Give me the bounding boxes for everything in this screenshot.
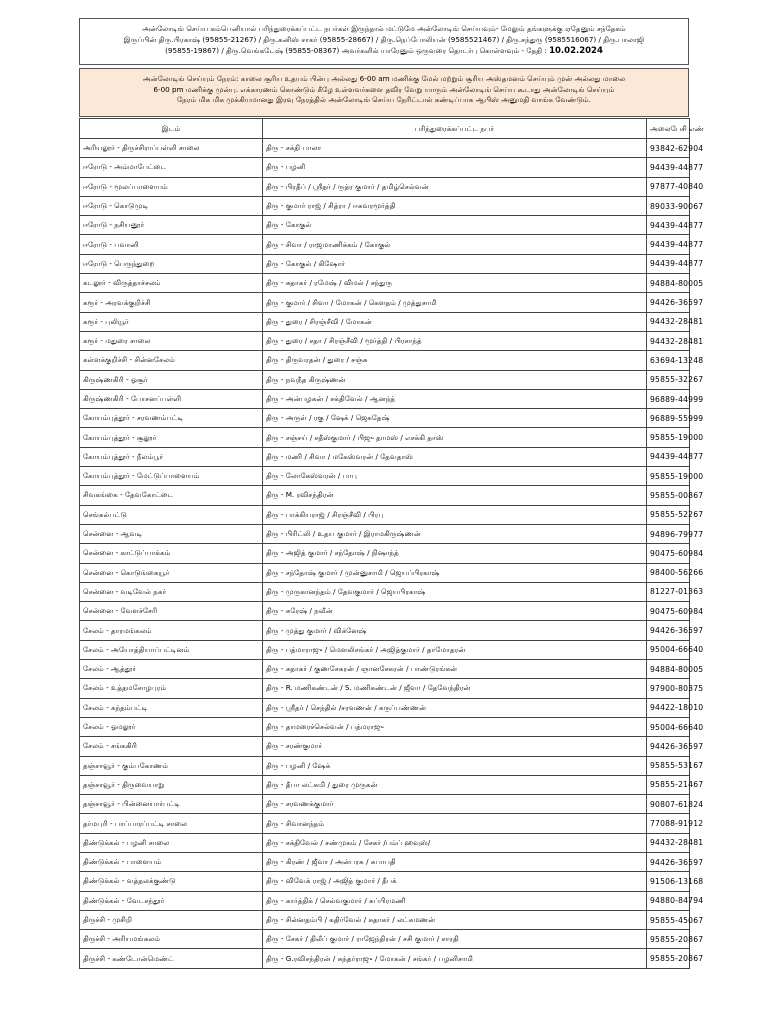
person-cell: திரு - பிரிட்லி / உதய குமார் / இராமகிருஷ்ணன் bbox=[263, 524, 647, 543]
table-row bbox=[80, 370, 690, 389]
table-row bbox=[80, 891, 690, 910]
place-cell: கரூர் - மதுரை சாலை bbox=[80, 331, 263, 350]
place-cell: சேலம் - தாரமங்கலம் bbox=[80, 621, 263, 640]
table-row bbox=[80, 852, 690, 871]
table-row bbox=[80, 274, 690, 293]
table-row bbox=[80, 717, 690, 736]
person-cell: திரு - சஞ்சய் / சதீஸ்குமார் / பிஜு தாமஸ் / எசக்கி தாஸ் bbox=[263, 428, 647, 447]
phone-cell: 94896-79977 bbox=[647, 524, 690, 543]
place-cell: ஈரோடு - அம்மாபேட்டை bbox=[80, 158, 263, 177]
place-cell: திருச்சி - முசிறி bbox=[80, 910, 263, 929]
place-cell: கிருஷ்ணகிரி - ஓசூர் bbox=[80, 370, 263, 389]
person-cell: திரு - மணி / சிவா / மகேஸ்வரன் / தேவதாஸ் bbox=[263, 447, 647, 466]
place-cell: சேலம் - அயோத்தியாப்பட்டினம் bbox=[80, 640, 263, 659]
person-cell: திரு - சிவானந்தம் bbox=[263, 814, 647, 833]
table-row bbox=[80, 389, 690, 408]
place-cell: திண்டுக்கல் - பாளையம் bbox=[80, 852, 263, 871]
place-cell: சேலம் - சங்ககிரி bbox=[80, 737, 263, 756]
person-cell: திரு - லோகேஸ்வரன் / பாபு bbox=[263, 467, 647, 486]
timing-line-3: நேரம் மிக மிக முக்கியமானது இரவு நேரத்தில் அன்லோடிங் செய்ய நேரிட்டால் கண்டிப்பாக ஆபிஸ் அனுமதி வாங்க வேண்டும். bbox=[177, 95, 591, 104]
place-cell: சேலம் - உத்தமசோழபுரம் bbox=[80, 679, 263, 698]
phone-cell: 98400-56266 bbox=[647, 563, 690, 582]
notice-line-3-text: (95855-19867) / திரு.வெங்கடேஷ் (95855-08367) அவர்களில் யாரேனும் ஒருவரை தொடர்பு கொள்ளவும் - தேதி : bbox=[165, 46, 547, 55]
table-row bbox=[80, 679, 690, 698]
place-cell: சேலம் - ஆத்தூர் bbox=[80, 660, 263, 679]
place-cell: கள்ளக்குறிச்சி - சின்னசேலம் bbox=[80, 351, 263, 370]
place-cell: தஞ்சாவூர் - பின்னையார்பட்டி bbox=[80, 795, 263, 814]
place-cell: சென்னை - காட்டுப்பாக்கம் bbox=[80, 544, 263, 563]
table-row bbox=[80, 524, 690, 543]
notice-line-2: இருப்பின் திரு.பிரகாஷ் (95855-21267) / திரு.கனிஸ் சாகர் (95855-28667) / திரு.நெப்போலியன் (9585521467) / திரு.சந்துரு (9585516067) / திரு.பாலாஜி bbox=[123, 35, 645, 44]
person-cell: திரு - சரண்குமார் bbox=[263, 737, 647, 756]
person-cell: திரு - கார்த்திக் / செல்வகுமார் / சுப்பிரமணி bbox=[263, 891, 647, 910]
place-cell: தர்மபுரி - பாப்பாரப்பட்டி சாலை bbox=[80, 814, 263, 833]
person-cell: திரு - முத்து குமார் / விக்னேஷ் bbox=[263, 621, 647, 640]
table-row bbox=[80, 814, 690, 833]
phone-cell: 89033-90067 bbox=[647, 196, 690, 215]
phone-cell: 95855-20867 bbox=[647, 949, 690, 968]
table-row bbox=[80, 582, 690, 601]
person-cell: திரு - சுதாகர் / குணசேகரன் / ஞானசேகரன் / பாண்டுரங்கன் bbox=[263, 660, 647, 679]
place-cell: ஈரோடு - நசியனூர் bbox=[80, 216, 263, 235]
header-phone: அலைபேசி எண் bbox=[647, 119, 690, 139]
table-row bbox=[80, 756, 690, 775]
person-cell: திரு - பிரதீப் / ஸ்ரீதர் / ருத்ர குமார் / தமிழ்செல்வன் bbox=[263, 177, 647, 196]
table-body bbox=[80, 139, 704, 969]
table-row bbox=[80, 563, 690, 582]
phone-cell: 95855-53167 bbox=[647, 756, 690, 775]
person-cell: திரு - துரை / சிரஞ்சீவி / மோகன் bbox=[263, 312, 647, 331]
table-row bbox=[80, 544, 690, 563]
person-cell: திரு - திருவரதன் / துரை / சஞ்சு bbox=[263, 351, 647, 370]
table-row bbox=[80, 351, 690, 370]
person-cell: திரு - துரை / சதா / சிரஞ்சீவி / மூர்த்தி / பிரசாந்த் bbox=[263, 331, 647, 350]
phone-cell: 91506-13168 bbox=[647, 872, 690, 891]
phone-cell: 94439-44877 bbox=[647, 447, 690, 466]
table-row bbox=[80, 660, 690, 679]
person-cell: திரு - சின்னதம்பி / கதிர்வேல் / சுதாகர் / லட்சுமணன் bbox=[263, 910, 647, 929]
phone-cell: 97877-40840 bbox=[647, 177, 690, 196]
table-row bbox=[80, 505, 690, 524]
table-row bbox=[80, 621, 690, 640]
place-cell: திருச்சி - கண்டோன்மெண்ட் bbox=[80, 949, 263, 968]
notice-date: 10.02.2024 bbox=[549, 46, 603, 56]
timing-line-1: அன்லோடிங் செய்யும் நேரம்: காலை சூரிய உதயம் பின்பு அல்லது 6-00 am மணிக்கு மேல் மற்றும் சூரிய அஸ்தமனம் செய்யும் முன் அல்லது மாலை bbox=[142, 74, 626, 83]
table-row bbox=[80, 775, 690, 794]
place-cell: அரியலூர் - திருச்சிராப்பள்ளி சாலை bbox=[80, 139, 263, 158]
phone-cell: 95004-66640 bbox=[647, 640, 690, 659]
table-row bbox=[80, 447, 690, 466]
table-row bbox=[80, 795, 690, 814]
table-row bbox=[80, 312, 690, 331]
person-cell: திரு - அஜித் குமார் / சந்தோஷ் / நிஷாந்த் bbox=[263, 544, 647, 563]
table-row bbox=[80, 177, 690, 196]
table-row bbox=[80, 949, 690, 968]
person-cell: திரு - கிரண் / ஜீவா / அன்பரசு / சுபாபதி bbox=[263, 852, 647, 871]
place-cell: செங்கல்பட்டு bbox=[80, 505, 263, 524]
place-cell: கோயம்புத்தூர் - நீலம்பூர் bbox=[80, 447, 263, 466]
table-row bbox=[80, 216, 690, 235]
table-row bbox=[80, 428, 690, 447]
table-row bbox=[80, 293, 690, 312]
header-place: இடம் bbox=[80, 119, 263, 139]
phone-cell: 90475-60984 bbox=[647, 602, 690, 621]
table-row bbox=[80, 486, 690, 505]
place-cell: திண்டுக்கல் - வேடசந்தூர் bbox=[80, 891, 263, 910]
person-cell: திரு - பழனி bbox=[263, 158, 647, 177]
place-cell: ஈரோடு - மூலப்பாளையம் bbox=[80, 177, 263, 196]
timing-notice bbox=[79, 68, 689, 117]
table-row bbox=[80, 467, 690, 486]
person-cell: திரு - நவநீத கிருஷ்ணன் bbox=[263, 370, 647, 389]
person-cell: திரு - G.ரவிசந்திரன் / சுந்தர்ராஜு / மோகன் / சங்கர் / பழனிசாமி bbox=[263, 949, 647, 968]
person-cell: திரு - சக்திவேல் / சண்முகம் / சேகர் /பம்ப் ஹவுஸ்/ bbox=[263, 833, 647, 852]
person-cell: திரு - R. மணிகண்டன் / S. மணிகண்டன் / ஜீவா / தேவேந்திரன் bbox=[263, 679, 647, 698]
person-cell: திரு - சக்தி பாலா bbox=[263, 139, 647, 158]
table-row bbox=[80, 158, 690, 177]
person-cell: திரு - சரவணக்குமார் bbox=[263, 795, 647, 814]
person-cell: திரு - விவேக் ராஜ் / அஜித் குமார் / தீபக் bbox=[263, 872, 647, 891]
place-cell: சிவகங்கை - தேவகோட்டை bbox=[80, 486, 263, 505]
person-cell: திரு - சேகர் / திலீப் குமார் / ராஜேந்திரன் / சசி குமார் / சாரதி bbox=[263, 930, 647, 949]
person-cell: திரு - சுரேஷ் / நவீன் bbox=[263, 602, 647, 621]
place-cell: ஈரோடு - கொடுமுடி bbox=[80, 196, 263, 215]
contacts-table bbox=[79, 118, 704, 969]
person-cell: திரு - சந்தோஷ் குமார் / முன்னுசாமி / ஜெயப்பிரகாஷ் bbox=[263, 563, 647, 582]
place-cell: சேலம் - ஓமலூர் bbox=[80, 717, 263, 736]
person-cell: திரு - சுதாகர் / ரமேஷ் / விமல் / சந்துரு bbox=[263, 274, 647, 293]
phone-cell: 94432-28481 bbox=[647, 312, 690, 331]
person-cell: திரு - குமார் / சிவா / மோகன் / கௌதம் / முத்துசாமி bbox=[263, 293, 647, 312]
person-cell: திரு - தாமரைச்செல்வன் / பத்மராஜு bbox=[263, 717, 647, 736]
phone-cell: 95855-19000 bbox=[647, 428, 690, 447]
phone-cell: 77088-91912 bbox=[647, 814, 690, 833]
phone-cell: 63694-13248 bbox=[647, 351, 690, 370]
phone-cell: 95855-21467 bbox=[647, 775, 690, 794]
phone-cell: 94426-36597 bbox=[647, 293, 690, 312]
table-row bbox=[80, 737, 690, 756]
place-cell: ஈரோடு - பெருந்துறை bbox=[80, 254, 263, 273]
person-cell: திரு - குமார் ராஜ் / சித்ரா / ஈசுவரமூர்த்தி bbox=[263, 196, 647, 215]
phone-cell: 95004-66640 bbox=[647, 717, 690, 736]
table-header-row bbox=[80, 119, 690, 139]
table-row bbox=[80, 602, 690, 621]
timing-line-2: 6-00 pm மணிக்கு முன்பு. எக்காரணம் கொண்டும் கீழே உள்ளவர்களை தவிர வேறு யாரும் அன்லோடிங் செய்ய கூடாது அன்லோடிங் செய்யும் bbox=[153, 84, 615, 94]
table-row bbox=[80, 409, 690, 428]
phone-cell: 94426-36597 bbox=[647, 852, 690, 871]
phone-cell: 94432-28481 bbox=[647, 331, 690, 350]
place-cell: சென்னை - வடிவேல் நகர் bbox=[80, 582, 263, 601]
phone-cell: 93842-62904 bbox=[647, 139, 690, 158]
table-row bbox=[80, 139, 690, 158]
phone-cell: 94422-18010 bbox=[647, 698, 690, 717]
place-cell: ஈரோடு - பவானி bbox=[80, 235, 263, 254]
table-row bbox=[80, 910, 690, 929]
phone-cell: 94439-44877 bbox=[647, 158, 690, 177]
phone-cell: 95855-00867 bbox=[647, 486, 690, 505]
phone-cell: 94884-80005 bbox=[647, 274, 690, 293]
place-cell: தஞ்சாவூர் - திருவையாறு bbox=[80, 775, 263, 794]
table-row bbox=[80, 698, 690, 717]
person-cell: திரு - M. ரவிசந்திரன் bbox=[263, 486, 647, 505]
place-cell: கோயம்புத்தூர் - சரவணம்பட்டி bbox=[80, 409, 263, 428]
place-cell: கிருஷ்ணகிரி - போசனப்பள்ளி bbox=[80, 389, 263, 408]
phone-cell: 90807-61824 bbox=[647, 795, 690, 814]
phone-cell: 97900-80375 bbox=[647, 679, 690, 698]
phone-cell: 95855-19000 bbox=[647, 467, 690, 486]
phone-cell: 81227-01363 bbox=[647, 582, 690, 601]
phone-cell: 94884-80005 bbox=[647, 660, 690, 679]
place-cell: திண்டுக்கல் - வத்தலக்குண்டு bbox=[80, 872, 263, 891]
notice-line-1: அன்லோடிங் செய்ய கம்பெனியால் பரிந்துரைக்கப்பட்ட நபர்கள் இருந்தால் மட்டுமே அன்லோடிங் செய்யவும்- மேலும் தங்களுக்கு ஏதேனும் சந்தேகம் bbox=[142, 24, 626, 33]
person-cell: திரு - முருகானந்தம் / தேவகுமார் / ஜெயபிரகாஷ் bbox=[263, 582, 647, 601]
place-cell: கரூர் - புலியூர் bbox=[80, 312, 263, 331]
place-cell: திருச்சி - அரியமங்கலம் bbox=[80, 930, 263, 949]
place-cell: கோயம்புத்தூர் - சூலூர் bbox=[80, 428, 263, 447]
place-cell: சேலம் - கந்தம்பட்டி bbox=[80, 698, 263, 717]
phone-cell: 94432-28481 bbox=[647, 833, 690, 852]
person-cell: திரு - ஸ்ரீதர் / செந்தில் /சரவணன் / கருப்பண்ணன் bbox=[263, 698, 647, 717]
table-row bbox=[80, 930, 690, 949]
place-cell: திண்டுக்கல் - பழனி சாலை bbox=[80, 833, 263, 852]
table-row bbox=[80, 196, 690, 215]
person-cell: திரு - கோகுல் / கிஷோர் bbox=[263, 254, 647, 273]
person-cell: திரு - பத்மாராஜு / மௌலிசங்கர் / அஜித்குமார் / தாமோதரன் bbox=[263, 640, 647, 659]
place-cell: கோயம்புத்தூர் - மேட்டுப்பாளையம் bbox=[80, 467, 263, 486]
document-sheet bbox=[79, 18, 704, 969]
person-cell: திரு - அன்பழகன் / சக்திவேல் / ஆனந்த் bbox=[263, 389, 647, 408]
place-cell: சென்னை - வேளச்சேரி bbox=[80, 602, 263, 621]
phone-cell: 94439-44877 bbox=[647, 235, 690, 254]
phone-cell: 94880-84794 bbox=[647, 891, 690, 910]
contact-notice bbox=[79, 18, 689, 65]
table-row bbox=[80, 872, 690, 891]
table-row bbox=[80, 833, 690, 852]
person-cell: திரு - அருள் / ரகு / ஷேக் / ஜெகதேஷ் bbox=[263, 409, 647, 428]
phone-cell: 95855-52267 bbox=[647, 505, 690, 524]
table-row bbox=[80, 640, 690, 659]
place-cell: சென்னை - கொடுங்கையூர் bbox=[80, 563, 263, 582]
phone-cell: 95855-32267 bbox=[647, 370, 690, 389]
person-cell: திரு - சிவா / ராஜமாணிக்கம் / கோகுல் bbox=[263, 235, 647, 254]
phone-cell: 94439-44877 bbox=[647, 216, 690, 235]
phone-cell: 95855-45067 bbox=[647, 910, 690, 929]
person-cell: திரு - பாக்கியராஜ் / சிரஞ்சீவி / பிரபு bbox=[263, 505, 647, 524]
phone-cell: 96889-44999 bbox=[647, 389, 690, 408]
place-cell: தஞ்சாவூர் - கும்பகோணம் bbox=[80, 756, 263, 775]
table-row bbox=[80, 331, 690, 350]
phone-cell: 94439-44877 bbox=[647, 254, 690, 273]
phone-cell: 94426-36597 bbox=[647, 621, 690, 640]
header-person: பரிந்துரைக்கப்பட்ட நபர் bbox=[263, 119, 647, 139]
person-cell: திரு - பழனி / ஷேக் bbox=[263, 756, 647, 775]
table-row bbox=[80, 254, 690, 273]
notice-line-3 bbox=[86, 45, 682, 57]
person-cell: திரு - தீபா லட்சுமி / துரை முருகன் bbox=[263, 775, 647, 794]
phone-cell: 94426-36597 bbox=[647, 737, 690, 756]
phone-cell: 96889-55999 bbox=[647, 409, 690, 428]
place-cell: கடலூர் - விருத்தாச்சலம் bbox=[80, 274, 263, 293]
place-cell: கரூர் - அரவக்குறிச்சி bbox=[80, 293, 263, 312]
person-cell: திரு - கோகுல் bbox=[263, 216, 647, 235]
phone-cell: 95855-20867 bbox=[647, 930, 690, 949]
phone-cell: 90475-60984 bbox=[647, 544, 690, 563]
place-cell: சென்னை - ஆவடி bbox=[80, 524, 263, 543]
table-row bbox=[80, 235, 690, 254]
